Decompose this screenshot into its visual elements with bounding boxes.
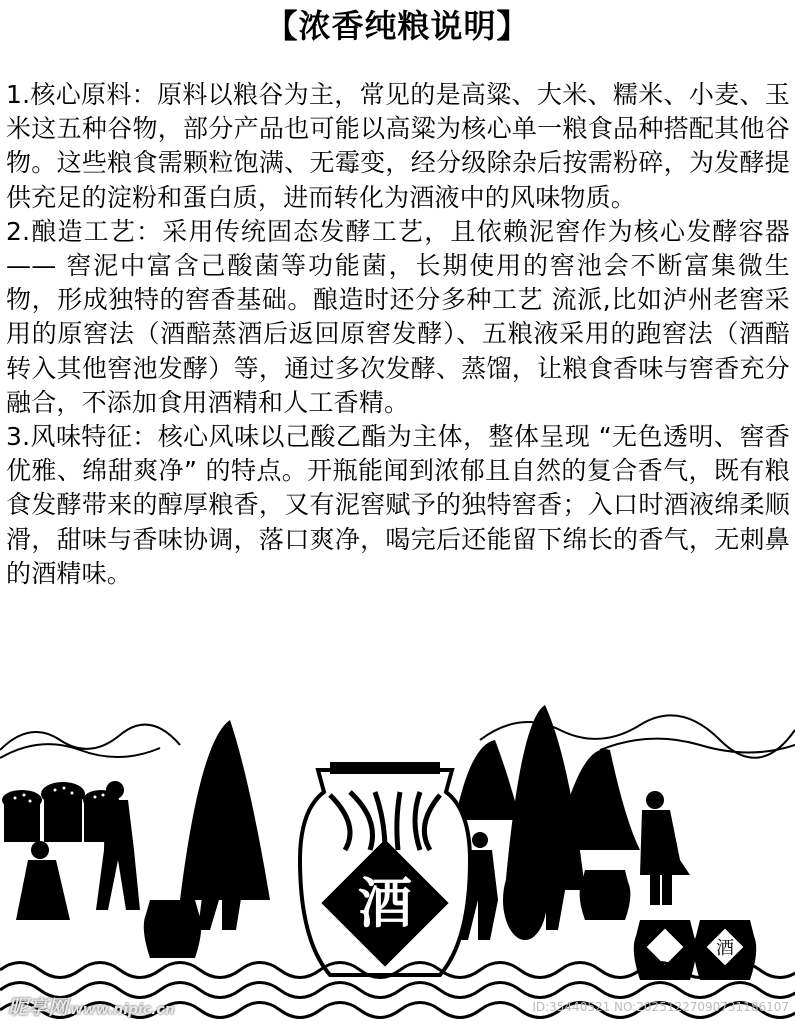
hill-center [455, 740, 520, 820]
central-wine-jar [300, 762, 470, 975]
paragraph-brewing-process: 2.酿造工艺：采用传统固态发酵工艺，且依赖泥窖作为核心发酵容器 —— 窖泥中富含己酸菌等功能菌，长期使用的窖池会不断富集微生物，形成独特的窖香基础。酿造时还分多种工艺 流派,比如泸州老窖采用的原窖法（酒醅蒸酒后返回原窖发酵）、五粮液采用的跑窖法（酒醅转入其他窖池发酵）等，通过多次发酵、蒸馏，让粮食香味与窖香充分融合，不添加食用酒精和人工香精。 [6, 216, 790, 417]
jar-character: 酒 [358, 871, 412, 935]
paragraph-raw-materials: 1.核心原料：原料以粮谷为主，常见的是高粱、大米、糯米、小麦、玉米这五种谷物，部分产品也可能以高粱为核心单一粮食品种搭配其他谷物。这些粮食需颗粒饱满、无霉变，经分级除杂后按需粉碎，为发酵提供充足的淀粉和蛋白质，进而转化为酒液中的风味物质。 [6, 80, 790, 212]
watermark-logo [8, 991, 175, 1020]
steaming-pot [503, 860, 547, 940]
document-body [6, 78, 790, 591]
paragraph-flavor-profile: 3.风味特征：核心风味以己酸乙酯为主体，整体呈现 “无色透明、窖香优雅、绵甜爽净” 的特点。开瓶能闻到浓郁且自然的复合香气，既有粮食发酵带来的醇厚粮香，又有泥窖赋予的独特窖香；入口时酒液绵柔顺滑，甜味与香味协调，落口爽净，喝完后还能留下绵长的香气，无刺鼻的酒精味。 [6, 422, 790, 588]
document-title: 【浓香纯粮说明】 [265, 7, 530, 45]
watermark-id: ID:35440521 NO:20251227090731186107 [532, 1000, 789, 1014]
watermark-site: 昵享网 [8, 995, 68, 1019]
mountains [0, 715, 795, 758]
grain-baskets [2, 782, 119, 842]
small-jar-character: 酒 [716, 938, 734, 959]
watermark-url: www.nipic.cn [70, 1002, 175, 1018]
brewing-illustration [0, 700, 795, 1024]
